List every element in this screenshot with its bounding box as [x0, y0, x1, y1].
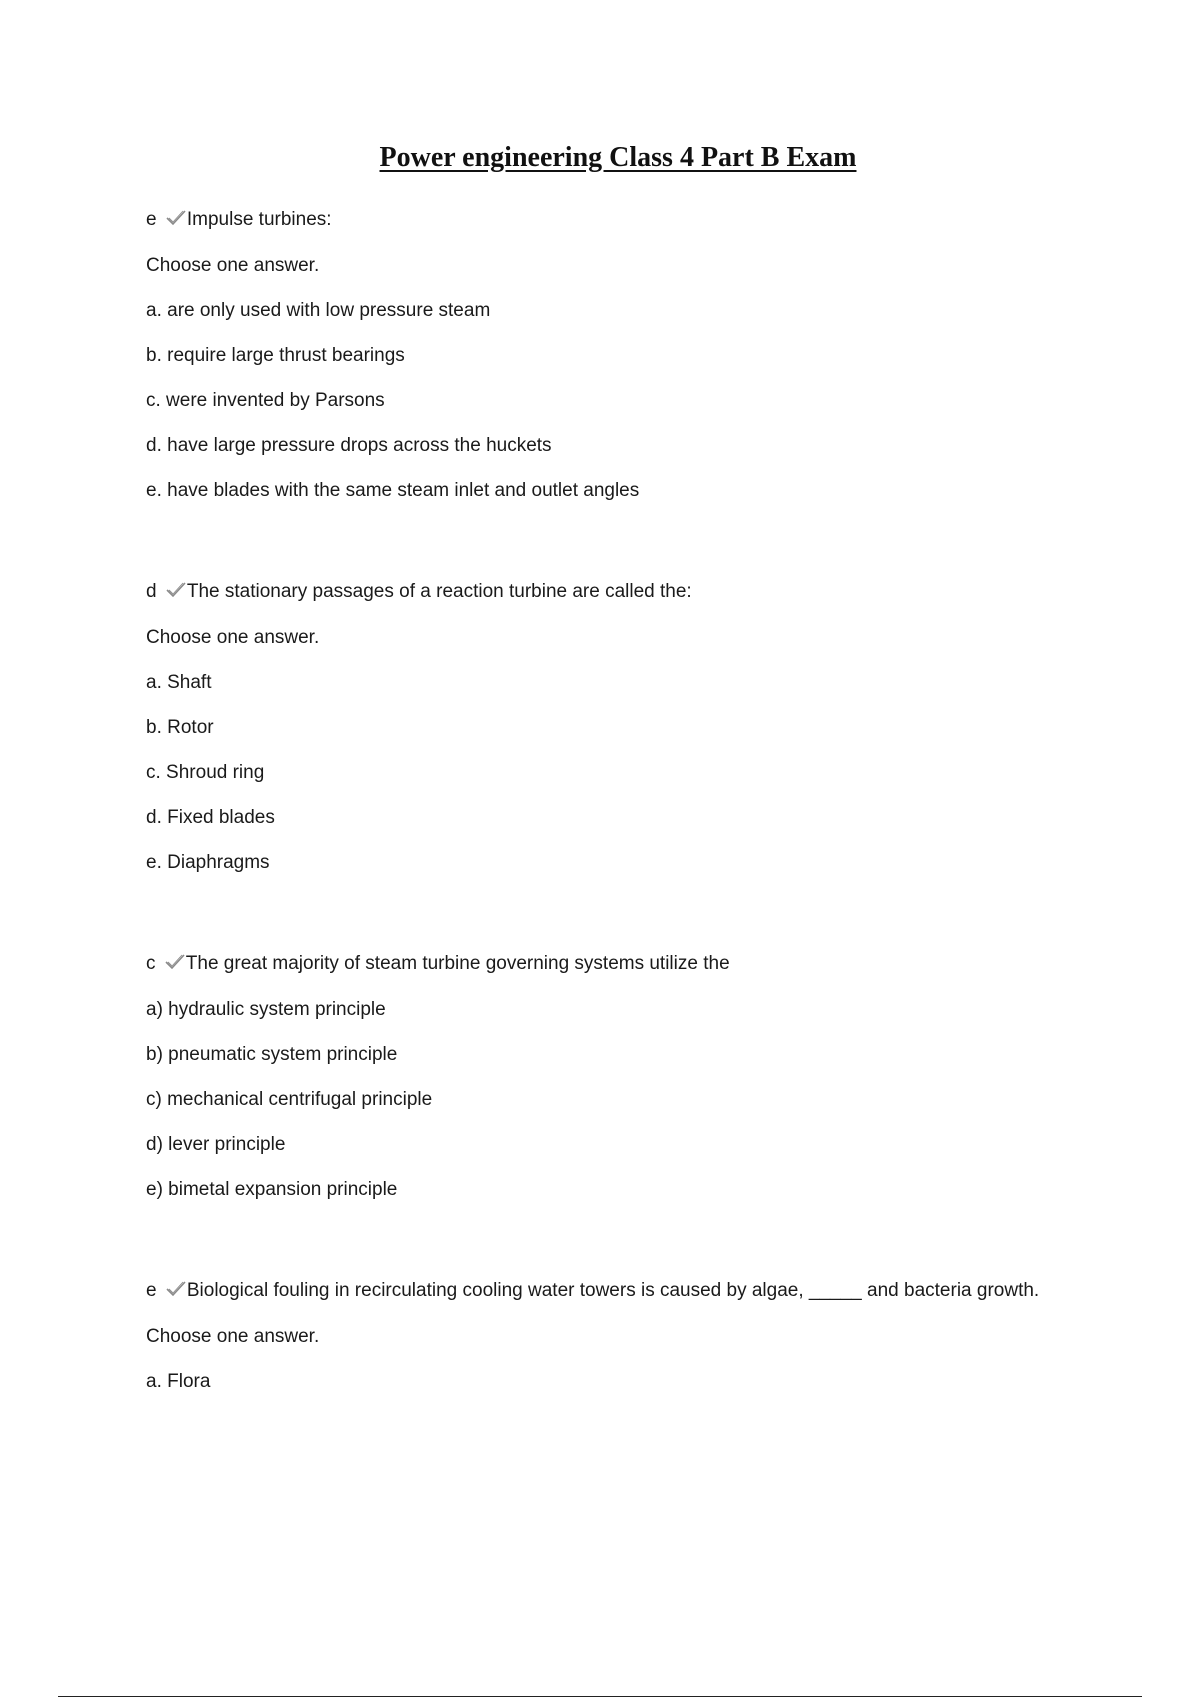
question-text: Impulse turbines: — [186, 209, 332, 230]
checkmark-icon — [164, 953, 186, 971]
answer-option: d) lever principle — [146, 1134, 286, 1155]
checkmark-icon — [165, 581, 187, 599]
checkmark-icon — [165, 1280, 187, 1298]
answer-option: e) bimetal expansion principle — [146, 1179, 398, 1200]
question-stem — [146, 1276, 1046, 1306]
answer-option: a. are only used with low pressure steam — [146, 300, 491, 321]
question-3 — [146, 949, 1046, 1205]
answer-option: c) mechanical centrifugal principle — [146, 1089, 433, 1110]
question-text: Biological fouling in recirculating cooling water towers is caused by algae, _____ and bacteria growth. — [186, 1280, 1040, 1301]
answer-option: d. Fixed blades — [146, 807, 275, 828]
answer-key: d — [146, 581, 157, 602]
answer-option: a. Shaft — [146, 672, 212, 693]
answer-option: b) pneumatic system principle — [146, 1044, 398, 1065]
page-title: Power engineering Class 4 Part B Exam — [379, 142, 857, 173]
answer-option: a. Flora — [146, 1371, 211, 1392]
footer-rule — [58, 1696, 1142, 1697]
choose-one-prompt: Choose one answer. — [146, 627, 320, 648]
question-stem — [146, 949, 1046, 979]
choose-one-prompt: Choose one answer. — [146, 255, 320, 276]
choose-one-prompt: Choose one answer. — [146, 1326, 320, 1347]
answer-option: e. have blades with the same steam inlet and outlet angles — [146, 480, 640, 501]
question-text: The stationary passages of a reaction turbine are called the: — [186, 581, 692, 602]
answer-option: c. were invented by Parsons — [146, 390, 385, 411]
answer-option: b. Rotor — [146, 717, 214, 738]
exam-content — [146, 205, 1046, 1412]
question-text: The great majority of steam turbine governing systems utilize the — [185, 953, 730, 974]
question-1 — [146, 205, 1046, 506]
answer-key: e — [146, 1280, 157, 1301]
answer-key: e — [146, 209, 157, 230]
answer-option: a) hydraulic system principle — [146, 999, 386, 1020]
question-stem — [146, 577, 1046, 607]
question-stem — [146, 205, 1046, 235]
checkmark-icon — [165, 209, 187, 227]
answer-option: c. Shroud ring — [146, 762, 265, 783]
question-4 — [146, 1276, 1046, 1397]
answer-option: e. Diaphragms — [146, 852, 270, 873]
answer-option: d. have large pressure drops across the huckets — [146, 435, 552, 456]
question-2 — [146, 577, 1046, 878]
answer-option: b. require large thrust bearings — [146, 345, 405, 366]
answer-key: c — [146, 953, 156, 974]
